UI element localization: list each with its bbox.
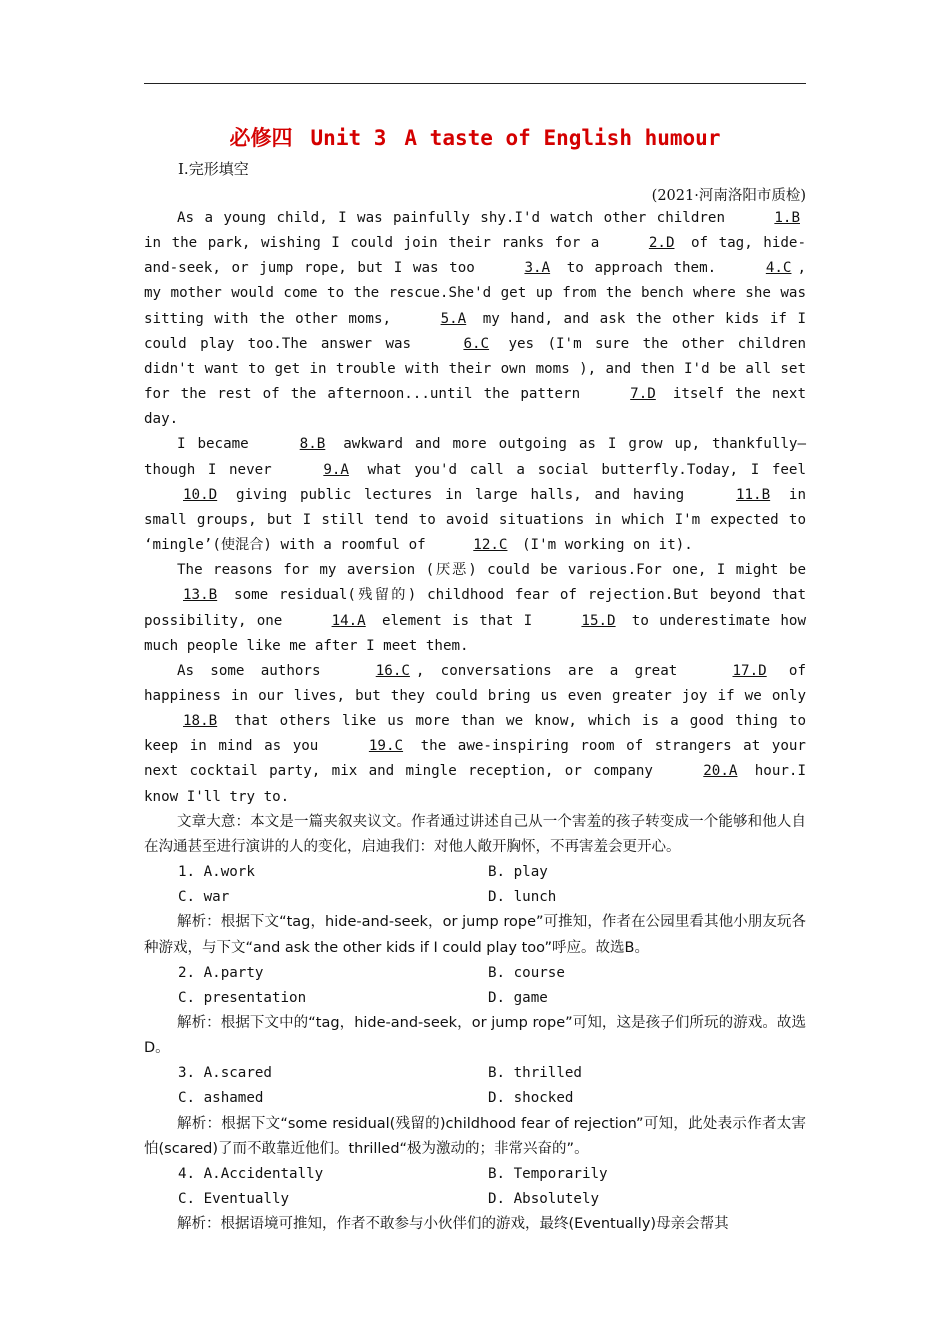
option-c: C. ashamed: [178, 1090, 264, 1107]
title-book: 必修四: [229, 126, 293, 150]
blank-answer: 19.C: [368, 738, 404, 755]
option-b: B. thrilled: [488, 1065, 582, 1082]
title-topic: A taste of English humour: [404, 126, 721, 150]
passage-paragraph-1: As a young child, I was painfully shy.I'd watch other children 1.B in the park, wishing I could join their ranks for a 2.D of tag, hide-and-seek, or jump rope, but I was too 3.A to approach them. 4.C , my mother would come to the rescue.She'd get up from the bench where she was sitting with the other moms, 5.A my hand, and ask the other kids if I could play too.The answer was 6.C yes (I'm sure the other children didn't want to get in trouble with their own moms ), and then I'd be all set for the rest of the afternoon...until the pattern 7.D itself the next day.: [144, 206, 806, 432]
blank-answer: 17.D: [732, 662, 767, 679]
blank-answer: 20.A: [703, 763, 738, 780]
blank-answer: 10.D: [183, 486, 218, 503]
option-d: D. shocked: [488, 1090, 574, 1107]
header-rule: [144, 83, 806, 84]
option-c: C. presentation: [178, 989, 307, 1006]
blank-answer: 16.C: [375, 662, 410, 679]
option-a: 3. A.scared: [178, 1065, 272, 1082]
source-note: (2021·河南洛阳市质检): [651, 188, 806, 204]
explanation: 解析：根据语境可推知，作者不敢参与小伙伴们的游戏，最终(Eventually)母亲会帮其: [177, 1216, 729, 1233]
blank-answer: 11.B: [735, 486, 771, 503]
explanation: 解析：根据下文中的“tag，hide-and-seek，or jump rope”可知，这是孩子们所玩的游戏。故选D。: [144, 1015, 806, 1057]
question-3: [144, 1061, 806, 1162]
question-1: [144, 860, 806, 961]
blank-answer: 15.D: [581, 612, 616, 629]
option-b: B. Temporarily: [488, 1165, 608, 1182]
explanation: 解析：根据下文“some residual(残留的)childhood fear of rejection”可知，此处表示作者太害怕(scared)了而不敢靠近他们。thrilled“极为激动的；非常兴奋的”。: [144, 1115, 806, 1157]
blank-answer: 18.B: [183, 713, 218, 730]
document-body: [144, 206, 806, 1237]
explanation: 解析：根据下文“tag，hide-and-seek，or jump rope”可推知，作者在公园里看其他小朋友玩各种游戏，与下文“and ask the other kids if I could play too”呼应。故选B。: [144, 914, 806, 956]
blank-answer: 12.C: [473, 537, 508, 554]
blank-answer: 14.A: [331, 612, 366, 629]
option-d: D. Absolutely: [488, 1191, 600, 1208]
blank-answer: 9.A: [323, 461, 349, 478]
option-a: 2. A.party: [178, 964, 264, 981]
passage-paragraph-3: The reasons for my aversion (厌恶) could be various.For one, I might be 13.B some residual(残留的) childhood fear of rejection.But beyond that possibility, one 14.A element is that I 15.D to underestimate how much people like me after I meet them.: [144, 562, 806, 654]
blank-answer: 4.C: [765, 260, 792, 277]
title-unit: Unit 3: [310, 126, 387, 150]
blank-answer: 8.B: [299, 436, 326, 453]
blank-answer: 13.B: [183, 587, 218, 604]
option-a: 4. A.Accidentally: [178, 1165, 324, 1182]
passage-paragraph-4: As some authors 16.C , conversations are a great 17.D of happiness in our lives, but they could bring us even greater joy if we only 18.B that others like us more than we know, which is a good thing to keep in mind as you 19.C the awe-inspiring room of strangers at your next cocktail party, mix and mingle reception, or company 20.A hour.I know I'll try to.: [144, 659, 806, 810]
option-b: B. course: [488, 964, 565, 981]
option-d: D. lunch: [488, 889, 557, 906]
section-heading: Ⅰ.完形填空: [178, 160, 249, 178]
blank-answer: 1.B: [774, 210, 800, 226]
blank-answer: 6.C: [463, 335, 490, 352]
blank-answer: 3.A: [524, 260, 551, 277]
option-c: C. war: [178, 889, 230, 906]
option-a: 1. A.work: [178, 864, 255, 881]
option-c: C. Eventually: [178, 1191, 290, 1208]
question-2: [144, 961, 806, 1062]
page-title: [144, 122, 806, 152]
blank-answer: 5.A: [440, 310, 467, 327]
blank-answer: 2.D: [648, 235, 675, 252]
article-summary: 文章大意：本文是一篇夹叙夹议文。作者通过讲述自己从一个害羞的孩子转变成一个能够和他人自在沟通甚至进行演讲的人的变化，启迪我们：对他人敞开胸怀，不再害羞会更开心。: [144, 813, 806, 855]
passage-paragraph-2: I became 8.B awkward and more outgoing as I grow up, thankfully—though I never 9.A what you'd call a social butterfly.Today, I feel 10.D giving public lectures in large halls, and having 11.B in small groups, but I still tend to avoid situations in which I'm expected to ‘mingle’(使混合) with a roomful of 12.C (I'm working on it).: [144, 432, 806, 558]
blank-answer: 7.D: [630, 386, 656, 403]
option-b: B. play: [488, 864, 548, 881]
question-4: [144, 1162, 806, 1237]
option-d: D. game: [488, 989, 548, 1006]
